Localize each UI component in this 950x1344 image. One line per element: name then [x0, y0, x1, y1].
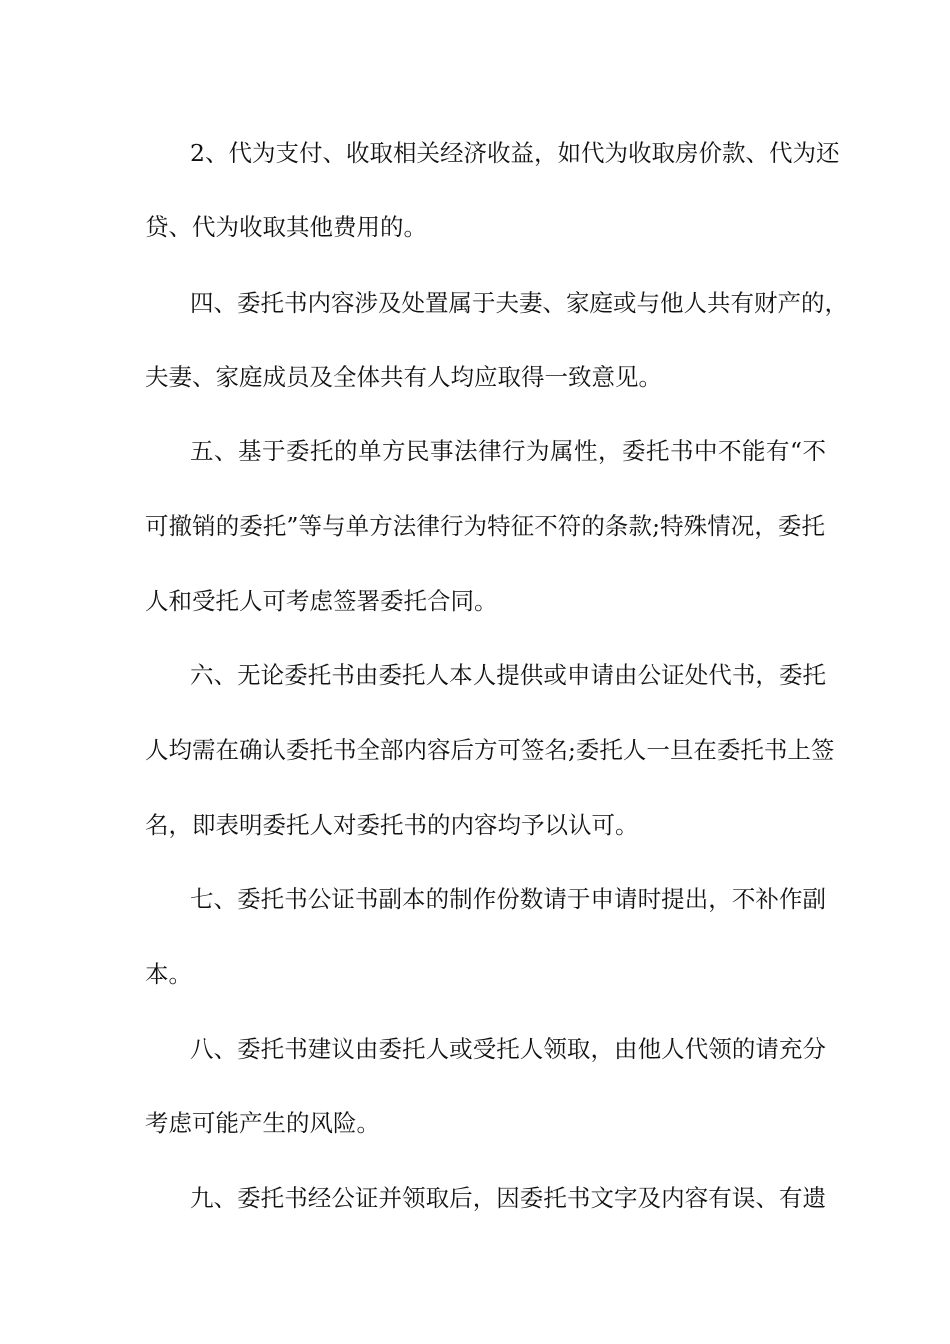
paragraph-line: 2、代为支付、收取相关经济收益，如代为收取房价款、代为还: [190, 139, 840, 167]
paragraph-line: 五、基于委托的单方民事法律行为属性，委托书中不能有“不: [190, 437, 826, 465]
paragraph-line: 九、委托书经公证并领取后，因委托书文字及内容有误、有遗: [190, 1184, 826, 1212]
paragraph-line: 人均需在确认委托书全部内容后方可签名;委托人一旦在委托书上签: [145, 736, 835, 764]
paragraph-line: 八、委托书建议由委托人或受托人领取，由他人代领的请充分: [190, 1035, 826, 1063]
paragraph-line: 七、委托书公证书副本的制作份数请于申请时提出，不补作副: [190, 885, 826, 913]
paragraph-line: 贷、代为收取其他费用的。: [145, 213, 427, 241]
paragraph-line: 考虑可能产生的风险。: [145, 1109, 380, 1137]
paragraph-line: 可撤销的委托”等与单方法律行为特征不符的条款;特殊情况，委托: [145, 512, 825, 540]
paragraph-line: 四、委托书内容涉及处置属于夫妻、家庭或与他人共有财产的，: [190, 289, 848, 317]
paragraph-line: 名，即表明委托人对委托书的内容均予以认可。: [145, 811, 639, 839]
paragraph-line: 六、无论委托书由委托人本人提供或申请由公证处代书，委托: [190, 661, 826, 689]
paragraph-line: 人和受托人可考虑签署委托合同。: [145, 587, 498, 615]
paragraph-line: 本。: [145, 960, 192, 988]
paragraph-line: 夫妻、家庭成员及全体共有人均应取得一致意见。: [145, 363, 662, 391]
